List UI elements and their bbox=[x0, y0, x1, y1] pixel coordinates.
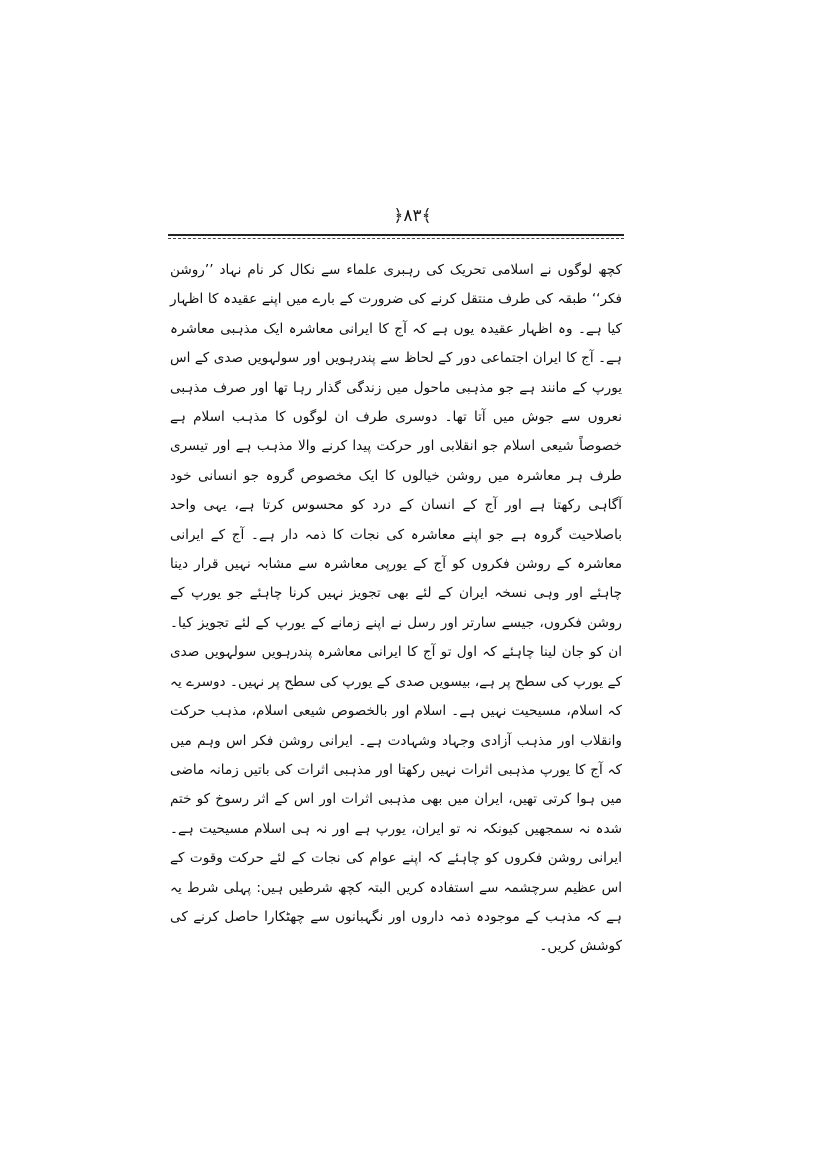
body-text bbox=[170, 256, 622, 962]
page-number: ﴿۸۳﴾ bbox=[393, 206, 432, 226]
paragraph: کچھ لوگوں نے اسلامی تحریک کی رہبری علماء سے نکال کر نام نہاد ’’روشن فکر‘‘ طبقہ کی طرف منتقل کرنے کی ضرورت کے بارے میں اپنے عقیدہ کا اظہار کیا ہے۔ وہ اظہار عقیدہ یوں ہے کہ آج کا ایرانی معاشرہ ایک مذہبی معاشرہ ہے۔ آج کا ایران اجتماعی دور کے لحاظ سے پندرہویں اور سولہویں صدی کے اس یورپ کے مانند ہے جو مذہبی ماحول میں زندگی گذار رہا تھا اور صرف مذہبی نعروں سے جوش میں آتا تھا۔ دوسری طرف ان لوگوں کا مذہب اسلام ہے خصوصاً شیعی اسلام جو انقلابی اور حرکت پیدا کرنے والا مذہب ہے اور تیسری طرف ہر معاشرہ میں روشن خیالوں کا ایک مخصوص گروہ جو انسانی خود آگاہی رکھتا ہے اور آج کے انسان کے درد کو محسوس کرتا ہے، یہی واحد باصلاحیت گروہ ہے جو اپنے معاشرہ کی نجات کا ذمہ دار ہے۔ آج کے ایرانی معاشرہ کے روشن فکروں کو آج کے یورپی معاشرہ سے مشابہ نہیں قرار دینا چاہئے اور وہی نسخہ ایران کے لئے بھی تجویز نہیں کرنا چاہئے جو یورپ کے روشن فکروں، جیسے سارتر اور رسل نے اپنے زمانے کے یورپ کے لئے تجویز کیا۔ ان کو جان لینا چاہئے کہ اول تو آج کا ایرانی معاشرہ پندرہویں سولہویں صدی کے یورپ کی سطح پر ہے، بیسویں صدی کے یورپ کی سطح پر نہیں۔ دوسرے یہ کہ اسلام، مسیحیت نہیں ہے۔ اسلام اور بالخصوص شیعی اسلام، مذہب حرکت وانقلاب اور مذہب آزادی وجہاد وشہادت ہے۔ ایرانی روشن فکر اس وہم میں کہ آج کا یورپ مذہبی اثرات نہیں رکھتا اور مذہبی اثرات کی باتیں زمانہ ماضی میں ہوا کرتی تھیں، ایران میں بھی مذہبی اثرات اور اس کے اثر رسوخ کو ختم شدہ نہ سمجھیں کیونکہ نہ تو ایران، یورپ ہے اور نہ ہی اسلام مسیحیت ہے۔ ایرانی روشن فکروں کو چاہئے کہ اپنے عوام کی نجات کے لئے حرکت وقوت کے اس عظیم سرچشمہ سے استفادہ کریں البتہ کچھ شرطیں ہیں: پہلی شرط یہ ہے کہ مذہب کے موجودہ ذمہ داروں اور نگہبانوں سے چھٹکارا حاصل کرنے کی کوشش کریں۔ bbox=[170, 262, 622, 955]
header-divider-dashed bbox=[168, 238, 624, 239]
header-divider bbox=[168, 234, 624, 236]
